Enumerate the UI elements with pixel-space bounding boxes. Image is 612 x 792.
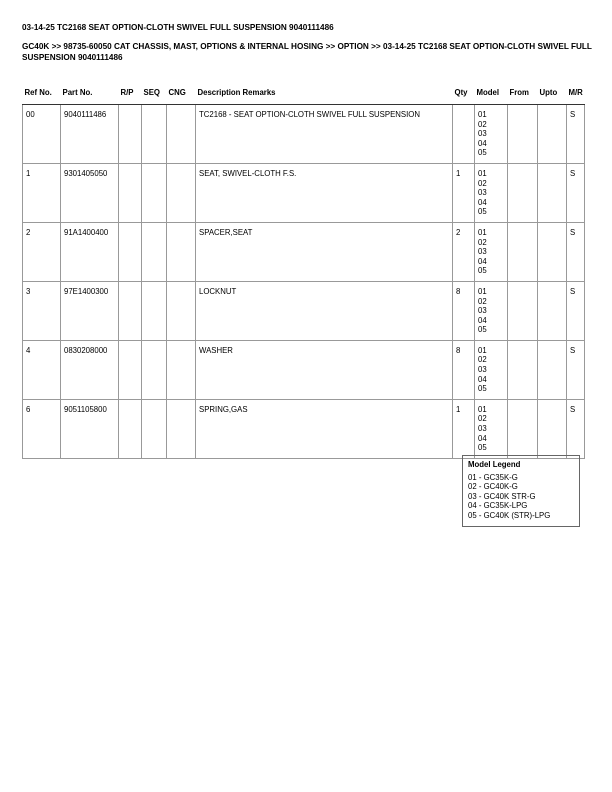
- breadcrumb: GC40K >> 98735-60050 CAT CHASSIS, MAST, OPTIONS & INTERNAL HOSING >> OPTION >> 03-14-25 TC2168 SEAT OPTION-CLOTH SWIVEL FULL SUSPENSION 9040111486: [22, 42, 592, 62]
- cell-ref: 6: [23, 399, 61, 458]
- cell-ref: 3: [23, 281, 61, 340]
- cell-seq: [142, 281, 167, 340]
- cell-desc: SPACER,SEAT: [196, 222, 453, 281]
- legend-title: Model Legend: [468, 460, 521, 469]
- cell-cng: [167, 163, 196, 222]
- cell-part: 91A1400400: [61, 222, 119, 281]
- cell-part: 9051105800: [61, 399, 119, 458]
- page-title: 03-14-25 TC2168 SEAT OPTION-CLOTH SWIVEL FULL SUSPENSION 9040111486: [22, 23, 334, 32]
- model-code: 02: [478, 414, 487, 424]
- model-code: 05: [478, 443, 487, 453]
- cell-qty: 1: [453, 163, 475, 222]
- cell-models: [475, 222, 508, 281]
- cell-ref: 1: [23, 163, 61, 222]
- model-code: 04: [478, 315, 487, 325]
- column-header: Ref No.: [23, 86, 61, 105]
- cell-from: [508, 105, 538, 164]
- cell-seq: [142, 105, 167, 164]
- model-code: 03: [478, 247, 487, 257]
- column-header: Part No.: [61, 86, 119, 105]
- cell-cng: [167, 105, 196, 164]
- model-code: 03: [478, 129, 487, 139]
- legend-item: 02 - GC40K-G: [468, 482, 518, 492]
- column-header: Model: [475, 86, 508, 105]
- legend-item: 03 - GC40K STR-G: [468, 491, 536, 501]
- cell-upto: [538, 399, 567, 458]
- model-code: 05: [478, 325, 487, 335]
- model-code: 04: [478, 197, 487, 207]
- cell-mr: S: [567, 163, 585, 222]
- cell-from: [508, 222, 538, 281]
- cell-cng: [167, 399, 196, 458]
- cell-qty: 1: [453, 399, 475, 458]
- cell-models: [475, 340, 508, 399]
- cell-upto: [538, 340, 567, 399]
- cell-rp: [119, 281, 142, 340]
- cell-cng: [167, 222, 196, 281]
- cell-mr: S: [567, 105, 585, 164]
- model-code: 03: [478, 306, 487, 316]
- cell-desc: WASHER: [196, 340, 453, 399]
- table-header: [23, 86, 585, 105]
- cell-models: [475, 399, 508, 458]
- model-code: 04: [478, 433, 487, 443]
- model-code: 02: [478, 296, 487, 306]
- cell-upto: [538, 105, 567, 164]
- cell-ref: 2: [23, 222, 61, 281]
- model-code: 04: [478, 138, 487, 148]
- column-header: SEQ: [142, 86, 167, 105]
- cell-rp: [119, 399, 142, 458]
- cell-upto: [538, 222, 567, 281]
- legend-item: 04 - GC35K-LPG: [468, 501, 528, 511]
- table-row: [23, 163, 585, 222]
- cell-qty: 8: [453, 340, 475, 399]
- model-code: 01: [478, 404, 487, 414]
- cell-rp: [119, 340, 142, 399]
- table-row: [23, 281, 585, 340]
- model-code: 01: [478, 168, 487, 178]
- model-code: 05: [478, 384, 487, 394]
- cell-mr: S: [567, 340, 585, 399]
- column-header: M/R: [567, 86, 585, 105]
- cell-models: [475, 163, 508, 222]
- model-code: 02: [478, 237, 487, 247]
- cell-rp: [119, 163, 142, 222]
- cell-desc: SEAT, SWIVEL-CLOTH F.S.: [196, 163, 453, 222]
- cell-part: 9301405050: [61, 163, 119, 222]
- cell-desc: TC2168 - SEAT OPTION-CLOTH SWIVEL FULL SUSPENSION: [196, 105, 453, 164]
- cell-seq: [142, 222, 167, 281]
- cell-qty: [453, 105, 475, 164]
- cell-mr: S: [567, 399, 585, 458]
- model-code: 05: [478, 207, 487, 217]
- column-header: Upto: [538, 86, 567, 105]
- model-code: 01: [478, 227, 487, 237]
- model-code: 03: [478, 188, 487, 198]
- cell-qty: 2: [453, 222, 475, 281]
- column-header: R/P: [119, 86, 142, 105]
- model-code: 05: [478, 266, 487, 276]
- cell-rp: [119, 105, 142, 164]
- cell-mr: S: [567, 222, 585, 281]
- column-header: Description Remarks: [196, 86, 453, 105]
- cell-part: 9040111486: [61, 105, 119, 164]
- table-row: [23, 399, 585, 458]
- model-code: 01: [478, 286, 487, 296]
- legend-item: 05 - GC40K (STR)-LPG: [468, 510, 551, 520]
- model-code: 05: [478, 148, 487, 158]
- column-header: From: [508, 86, 538, 105]
- model-code: 02: [478, 355, 487, 365]
- cell-from: [508, 340, 538, 399]
- column-header: Qty: [453, 86, 475, 105]
- cell-ref: 4: [23, 340, 61, 399]
- cell-upto: [538, 281, 567, 340]
- table-row: [23, 105, 585, 164]
- cell-upto: [538, 163, 567, 222]
- cell-from: [508, 281, 538, 340]
- cell-seq: [142, 163, 167, 222]
- cell-qty: 8: [453, 281, 475, 340]
- cell-mr: S: [567, 281, 585, 340]
- cell-part: 0830208000: [61, 340, 119, 399]
- parts-table: [22, 86, 585, 459]
- cell-cng: [167, 281, 196, 340]
- model-code: 01: [478, 110, 487, 119]
- cell-part: 97E1400300: [61, 281, 119, 340]
- cell-models: [475, 105, 508, 164]
- model-code: 02: [478, 178, 487, 188]
- table-row: [23, 340, 585, 399]
- cell-seq: [142, 399, 167, 458]
- model-code: 03: [478, 365, 487, 375]
- cell-desc: LOCKNUT: [196, 281, 453, 340]
- cell-cng: [167, 340, 196, 399]
- table-row: [23, 222, 585, 281]
- cell-seq: [142, 340, 167, 399]
- cell-from: [508, 163, 538, 222]
- model-legend: [462, 455, 580, 527]
- column-header: CNG: [167, 86, 196, 105]
- cell-models: [475, 281, 508, 340]
- model-code: 03: [478, 424, 487, 434]
- cell-ref: 00: [23, 105, 61, 164]
- cell-desc: SPRING,GAS: [196, 399, 453, 458]
- model-code: 01: [478, 345, 487, 355]
- model-code: 04: [478, 374, 487, 384]
- cell-rp: [119, 222, 142, 281]
- cell-from: [508, 399, 538, 458]
- model-code: 04: [478, 256, 487, 266]
- model-code: 02: [478, 119, 487, 129]
- legend-item: 01 - GC35K-G: [468, 472, 518, 482]
